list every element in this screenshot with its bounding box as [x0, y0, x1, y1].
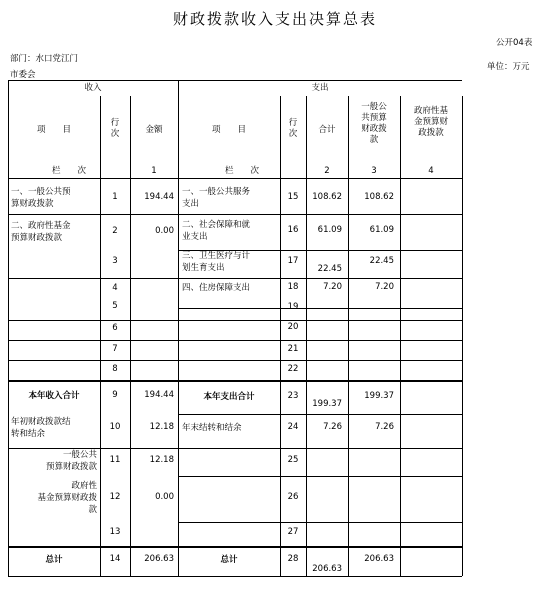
col-3: 3	[371, 166, 377, 176]
expense-total: 7.26	[323, 422, 342, 432]
expense-row-no: 15	[287, 192, 299, 202]
header-row-no: 行 次	[110, 118, 120, 139]
table-hline	[8, 576, 462, 577]
income-row-no: 13	[109, 527, 121, 537]
expense-total: 108.62	[312, 192, 342, 202]
expense-row-no: 24	[287, 422, 299, 432]
expense-row-no: 16	[287, 225, 299, 235]
expense-row-no: 19	[287, 302, 299, 312]
income-row-no: 9	[112, 390, 118, 400]
expense-total: 206.63	[312, 564, 342, 574]
income-amount: 0.00	[155, 226, 174, 236]
expense-general-budget: 61.09	[369, 225, 394, 235]
section-expense-title: 支出	[311, 83, 329, 93]
table-vline	[178, 80, 179, 576]
expense-item-label: 本年支出合计	[203, 392, 255, 402]
expense-item-label: 一、一般公共服务 支出	[182, 187, 251, 209]
col-label-expense: 栏 次	[224, 166, 259, 176]
table-hline	[8, 278, 462, 279]
expense-total: 199.37	[312, 399, 342, 409]
department-label: 部门：水口党江门	[10, 54, 79, 64]
table-hline	[8, 320, 462, 321]
income-item-label: 本年收入合计	[28, 391, 80, 401]
income-row-no: 11	[109, 455, 121, 465]
income-amount: 0.00	[155, 492, 174, 502]
expense-general-budget: 7.20	[375, 282, 394, 292]
expense-general-budget: 108.62	[364, 192, 394, 202]
header-general-budget: 一般公 共预算 财政拨 款	[361, 102, 387, 145]
expense-total: 7.20	[323, 282, 342, 292]
income-row-no: 7	[112, 344, 118, 354]
income-item-label: 二、政府性基金 预算财政拨款	[11, 221, 71, 243]
income-item-label: 总计	[45, 555, 63, 565]
expense-general-budget: 199.37	[364, 391, 394, 401]
form-code: 公开04表	[496, 38, 533, 48]
col-4: 4	[428, 166, 434, 176]
expense-total: 61.09	[317, 225, 342, 235]
expense-item-label: 年末结转和结余	[182, 423, 242, 433]
expense-row-no: 21	[287, 344, 299, 354]
income-row-no: 10	[109, 422, 121, 432]
expense-general-budget: 7.26	[375, 422, 394, 432]
table-hline	[178, 414, 462, 415]
col-label: 栏 次	[51, 166, 86, 176]
expense-total: 22.45	[317, 264, 342, 274]
income-row-no: 4	[112, 283, 118, 293]
table-hline	[178, 522, 462, 523]
expense-item-label: 三、卫生医疗与计 划生育支出	[182, 251, 251, 273]
header-row-no-expense: 行 次	[288, 118, 298, 139]
table-hline	[178, 476, 462, 477]
income-row-no: 6	[112, 323, 118, 333]
expense-general-budget: 206.63	[364, 554, 394, 564]
income-row-no: 2	[112, 226, 118, 236]
table-vline	[462, 96, 463, 576]
section-income-title: 收入	[84, 83, 102, 93]
income-item-label: 一般公共 预算财政拨款	[45, 450, 97, 472]
income-row-no: 8	[112, 364, 118, 374]
table-hline	[8, 178, 462, 179]
expense-row-no: 26	[287, 492, 299, 502]
income-row-no: 1	[112, 192, 118, 202]
expense-item-label: 四、住房保障支出	[182, 283, 251, 293]
table-hline	[8, 380, 462, 382]
header-amount: 金额	[145, 125, 163, 135]
income-row-no: 5	[112, 301, 118, 311]
table-vline	[8, 80, 9, 576]
table-hline	[178, 308, 462, 309]
income-row-no: 12	[109, 492, 121, 502]
income-item-label: 年初财政拨款结 转和结余	[11, 417, 71, 439]
income-amount: 194.44	[144, 192, 174, 202]
expense-row-no: 17	[287, 256, 299, 266]
income-amount: 12.18	[149, 422, 174, 432]
expense-item-label: 总计	[220, 555, 238, 565]
income-amount: 12.18	[149, 455, 174, 465]
expense-row-no: 27	[287, 527, 299, 537]
table-hline	[178, 214, 462, 215]
table-hline	[8, 214, 178, 215]
income-row-no: 3	[112, 256, 118, 266]
expense-row-no: 25	[287, 455, 299, 465]
income-item-label: 政府性 基金预算财政拨 款	[37, 481, 97, 515]
income-item-label: 一、一般公共预 算财政拨款	[11, 187, 71, 209]
expense-row-no: 22	[287, 364, 299, 374]
expense-general-budget: 22.45	[369, 256, 394, 266]
table-hline	[8, 80, 462, 81]
income-amount: 194.44	[144, 390, 174, 400]
header-item: 项 目	[36, 125, 71, 135]
expense-row-no: 23	[287, 391, 299, 401]
expense-row-no: 20	[287, 322, 299, 332]
expense-row-no: 18	[287, 282, 299, 292]
header-total: 合计	[318, 125, 336, 135]
header-gov-fund: 政府性基 金预算财 政拨款	[413, 106, 448, 138]
expense-item-label: 二、社会保障和就 业支出	[182, 220, 251, 242]
col-1: 1	[151, 166, 157, 176]
income-row-no: 14	[109, 554, 121, 564]
table-hline	[8, 340, 462, 341]
col-2: 2	[324, 166, 330, 176]
income-amount: 206.63	[144, 554, 174, 564]
page-title: 财政拨款收入支出决算总表	[172, 10, 377, 28]
department-name-line2: 市委会	[10, 70, 36, 80]
header-item-expense: 项 目	[211, 125, 246, 135]
expense-row-no: 28	[287, 554, 299, 564]
table-hline	[8, 360, 462, 361]
table-hline	[8, 546, 462, 548]
unit-label: 单位：万元	[487, 62, 530, 72]
